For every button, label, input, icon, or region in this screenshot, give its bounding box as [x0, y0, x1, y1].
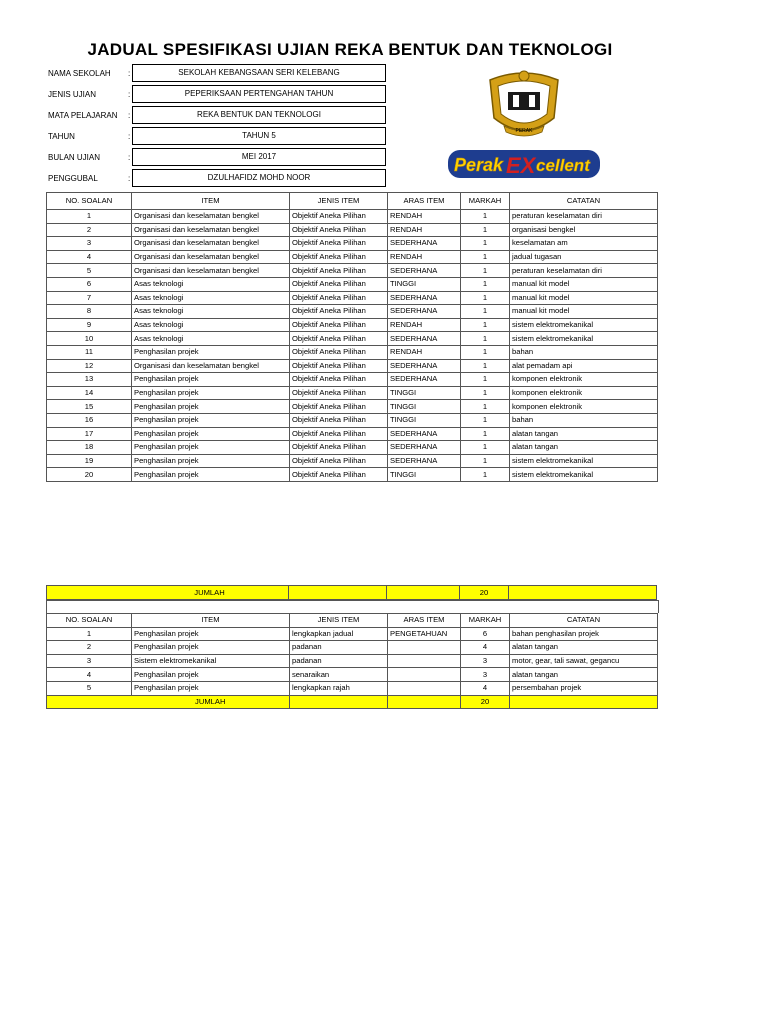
cell-catatan: manual kit model: [510, 277, 658, 291]
table-row: [47, 441, 658, 455]
table-row: [47, 373, 658, 387]
cell-item: Organisasi dan keselamatan bengkel: [132, 359, 290, 373]
perak-excellent-logo: [446, 146, 602, 182]
cell-catatan: alat pemadam api: [510, 359, 658, 373]
header-catatan: CATATAN: [510, 193, 658, 210]
cell-jenis-item: Objektif Aneka Pilihan: [290, 441, 388, 455]
cell-markah: 1: [461, 277, 510, 291]
table-row: [47, 400, 658, 414]
header-jenis-item: JENIS ITEM: [290, 193, 388, 210]
cell-markah: 1: [461, 427, 510, 441]
cell-aras-item: RENDAH: [388, 345, 461, 359]
info-colon: :: [128, 174, 131, 183]
table-row: [47, 318, 658, 332]
cell-no-soalan: 14: [47, 386, 132, 400]
table-row: [47, 250, 658, 264]
jumlah-label: JUMLAH: [132, 695, 290, 709]
cell-catatan: manual kit model: [510, 291, 658, 305]
cell-item: Organisasi dan keselamatan bengkel: [132, 264, 290, 278]
cell-catatan: bahan: [510, 413, 658, 427]
cell-catatan: sistem elektromekanikal: [510, 468, 658, 482]
cell-aras-item: TINGGI: [388, 277, 461, 291]
cell-aras-item: SEDERHANA: [388, 441, 461, 455]
cell-catatan: persembahan projek: [510, 681, 658, 695]
info-label: TAHUN: [48, 132, 75, 141]
cell-jenis-item: Objektif Aneka Pilihan: [290, 210, 388, 224]
cell-no-soalan: 4: [47, 668, 132, 682]
summary-row-structured: [47, 695, 658, 709]
cell-jenis-item: Objektif Aneka Pilihan: [290, 264, 388, 278]
cell-markah: 1: [461, 454, 510, 468]
cell-markah: 1: [461, 291, 510, 305]
cell-aras-item: SEDERHANA: [388, 373, 461, 387]
cell-catatan: manual kit model: [510, 305, 658, 319]
cell-no-soalan: 16: [47, 413, 132, 427]
cell-item: Penghasilan projek: [132, 681, 290, 695]
cell-catatan: alatan tangan: [510, 441, 658, 455]
cell-jenis-item: Objektif Aneka Pilihan: [290, 373, 388, 387]
cell-item: Organisasi dan keselamatan bengkel: [132, 210, 290, 224]
cell-jenis-item: Objektif Aneka Pilihan: [290, 237, 388, 251]
info-label: MATA PELAJARAN: [48, 111, 118, 120]
info-value: MEI 2017: [132, 148, 386, 166]
cell-catatan: alatan tangan: [510, 427, 658, 441]
cell-aras-item: [388, 654, 461, 668]
info-label: JENIS UJIAN: [48, 90, 97, 99]
info-colon: :: [128, 69, 131, 78]
cell-no-soalan: 10: [47, 332, 132, 346]
cell-catatan: bahan: [510, 345, 658, 359]
table-row: [47, 681, 658, 695]
cell-jenis-item: Objektif Aneka Pilihan: [290, 413, 388, 427]
crest-text: PERAK: [515, 128, 533, 134]
cell-jenis-item: Objektif Aneka Pilihan: [290, 427, 388, 441]
cell-jenis-item: Objektif Aneka Pilihan: [290, 318, 388, 332]
cell-aras-item: RENDAH: [388, 223, 461, 237]
info-value: REKA BENTUK DAN TEKNOLOGI: [132, 106, 386, 124]
cell-no-soalan: 1: [47, 210, 132, 224]
cell-item: Penghasilan projek: [132, 400, 290, 414]
cell-aras-item: SEDERHANA: [388, 454, 461, 468]
cell-markah: 1: [461, 250, 510, 264]
table-row: [47, 345, 658, 359]
table-row: [47, 654, 658, 668]
cell-markah: 1: [461, 345, 510, 359]
cell-markah: 1: [461, 264, 510, 278]
cell-markah: 1: [461, 400, 510, 414]
cell-no-soalan: 20: [47, 468, 132, 482]
cell-markah: 3: [461, 654, 510, 668]
cell-markah: 1: [461, 332, 510, 346]
header-catatan: CATATAN: [510, 614, 658, 628]
info-label: BULAN UJIAN: [48, 153, 101, 162]
cell-no-soalan: 17: [47, 427, 132, 441]
brand-text-perak: Perak: [454, 155, 504, 175]
cell-jenis-item: Objektif Aneka Pilihan: [290, 291, 388, 305]
cell-item: Penghasilan projek: [132, 345, 290, 359]
table-row: [47, 332, 658, 346]
header-aras-item: ARAS ITEM: [388, 193, 461, 210]
cell-item: Asas teknologi: [132, 332, 290, 346]
cell-jenis-item: Objektif Aneka Pilihan: [290, 386, 388, 400]
cell-item: Penghasilan projek: [132, 668, 290, 682]
section-divider: [46, 600, 659, 613]
cell-item: Sistem elektromekanikal: [132, 654, 290, 668]
cell-markah: 1: [461, 305, 510, 319]
cell-catatan: sistem elektromekanikal: [510, 332, 658, 346]
cell-item: Penghasilan projek: [132, 627, 290, 641]
cell-markah: 1: [461, 237, 510, 251]
cell-aras-item: [388, 681, 461, 695]
info-label: PENGGUBAL: [48, 174, 98, 183]
cell-catatan: jadual tugasan: [510, 250, 658, 264]
cell-markah: 1: [461, 468, 510, 482]
header-markah: MARKAH: [461, 193, 510, 210]
cell-catatan: komponen elektronik: [510, 400, 658, 414]
cell-aras-item: TINGGI: [388, 413, 461, 427]
cell-no-soalan: 3: [47, 237, 132, 251]
cell-item: Organisasi dan keselamatan bengkel: [132, 237, 290, 251]
cell-catatan: peraturan keselamatan diri: [510, 210, 658, 224]
cell-no-soalan: 3: [47, 654, 132, 668]
cell-no-soalan: 12: [47, 359, 132, 373]
cell-no-soalan: 7: [47, 291, 132, 305]
cell-aras-item: RENDAH: [388, 210, 461, 224]
cell-item: Penghasilan projek: [132, 386, 290, 400]
specification-table-structured: [46, 613, 658, 709]
cell-aras-item: [388, 668, 461, 682]
cell-item: Organisasi dan keselamatan bengkel: [132, 250, 290, 264]
info-value: PEPERIKSAAN PERTENGAHAN TAHUN: [132, 85, 386, 103]
table-row: [47, 641, 658, 655]
cell-jenis-item: Objektif Aneka Pilihan: [290, 345, 388, 359]
cell-jenis-item: Objektif Aneka Pilihan: [290, 332, 388, 346]
cell-aras-item: PENGETAHUAN: [388, 627, 461, 641]
cell-catatan: komponen elektronik: [510, 373, 658, 387]
table-row: [47, 264, 658, 278]
table-header-row: [47, 193, 658, 210]
cell-jenis-item: padanan: [290, 654, 388, 668]
cell-aras-item: RENDAH: [388, 318, 461, 332]
cell-jenis-item: lengkapkan jadual: [290, 627, 388, 641]
cell-no-soalan: 6: [47, 277, 132, 291]
table-row: [47, 427, 658, 441]
cell-aras-item: SEDERHANA: [388, 332, 461, 346]
cell-jenis-item: padanan: [290, 641, 388, 655]
cell-markah: 3: [461, 668, 510, 682]
cell-catatan: bahan penghasilan projek: [510, 627, 658, 641]
cell-aras-item: SEDERHANA: [388, 237, 461, 251]
cell-jenis-item: Objektif Aneka Pilihan: [290, 468, 388, 482]
cell-markah: 4: [461, 681, 510, 695]
cell-item: Penghasilan projek: [132, 373, 290, 387]
jumlah-total: 20: [461, 695, 510, 709]
cell-catatan: motor, gear, tali sawat, gegancu: [510, 654, 658, 668]
cell-item: Penghasilan projek: [132, 441, 290, 455]
cell-aras-item: TINGGI: [388, 468, 461, 482]
info-value: SEKOLAH KEBANGSAAN SERI KELEBANG: [132, 64, 386, 82]
cell-catatan: alatan tangan: [510, 668, 658, 682]
cell-no-soalan: 5: [47, 264, 132, 278]
cell-jenis-item: Objektif Aneka Pilihan: [290, 223, 388, 237]
cell-markah: 1: [461, 413, 510, 427]
cell-markah: 1: [461, 373, 510, 387]
table-row: [47, 291, 658, 305]
header-no-soalan: NO. SOALAN: [47, 614, 132, 628]
table-row: [47, 210, 658, 224]
cell-catatan: sistem elektromekanikal: [510, 318, 658, 332]
info-label: NAMA SEKOLAH: [48, 69, 111, 78]
cell-jenis-item: Objektif Aneka Pilihan: [290, 305, 388, 319]
cell-aras-item: TINGGI: [388, 386, 461, 400]
cell-catatan: keselamatan am: [510, 237, 658, 251]
cell-markah: 4: [461, 641, 510, 655]
cell-item: Asas teknologi: [132, 318, 290, 332]
cell-catatan: sistem elektromekanikal: [510, 454, 658, 468]
cell-no-soalan: 5: [47, 681, 132, 695]
header-markah: MARKAH: [461, 614, 510, 628]
cell-no-soalan: 11: [47, 345, 132, 359]
cell-item: Organisasi dan keselamatan bengkel: [132, 223, 290, 237]
cell-catatan: komponen elektronik: [510, 386, 658, 400]
cell-aras-item: SEDERHANA: [388, 291, 461, 305]
cell-no-soalan: 18: [47, 441, 132, 455]
info-value: DZULHAFIDZ MOHD NOOR: [132, 169, 386, 187]
info-colon: :: [128, 153, 131, 162]
cell-no-soalan: 9: [47, 318, 132, 332]
table-row: [47, 668, 658, 682]
cell-item: Asas teknologi: [132, 291, 290, 305]
cell-item: Penghasilan projek: [132, 454, 290, 468]
cell-aras-item: SEDERHANA: [388, 359, 461, 373]
cell-markah: 1: [461, 386, 510, 400]
cell-no-soalan: 1: [47, 627, 132, 641]
cell-catatan: peraturan keselamatan diri: [510, 264, 658, 278]
cell-no-soalan: 4: [47, 250, 132, 264]
cell-catatan: organisasi bengkel: [510, 223, 658, 237]
cell-no-soalan: 2: [47, 641, 132, 655]
cell-catatan: alatan tangan: [510, 641, 658, 655]
cell-jenis-item: lengkapkan rajah: [290, 681, 388, 695]
info-value: TAHUN 5: [132, 127, 386, 145]
header-jenis-item: JENIS ITEM: [290, 614, 388, 628]
brand-text-ex: EX: [506, 153, 536, 178]
cell-aras-item: SEDERHANA: [388, 427, 461, 441]
header-no-soalan: NO. SOALAN: [47, 193, 132, 210]
cell-markah: 1: [461, 318, 510, 332]
cell-no-soalan: 13: [47, 373, 132, 387]
cell-aras-item: TINGGI: [388, 400, 461, 414]
cell-aras-item: RENDAH: [388, 250, 461, 264]
cell-jenis-item: Objektif Aneka Pilihan: [290, 277, 388, 291]
header-item: ITEM: [132, 193, 290, 210]
cell-markah: 1: [461, 210, 510, 224]
info-colon: :: [128, 111, 131, 120]
cell-markah: 1: [461, 223, 510, 237]
document-title: JADUAL SPESIFIKASI UJIAN REKA BENTUK DAN TEKNOLOGI: [87, 40, 613, 59]
cell-no-soalan: 19: [47, 454, 132, 468]
cell-aras-item: SEDERHANA: [388, 264, 461, 278]
cell-jenis-item: Objektif Aneka Pilihan: [290, 250, 388, 264]
jumlah-label: JUMLAH: [131, 586, 289, 600]
cell-no-soalan: 2: [47, 223, 132, 237]
table-row: [47, 305, 658, 319]
summary-row-objective: [46, 585, 657, 600]
cell-jenis-item: senaraikan: [290, 668, 388, 682]
table-row: [47, 237, 658, 251]
cell-jenis-item: Objektif Aneka Pilihan: [290, 454, 388, 468]
info-colon: :: [128, 132, 131, 141]
brand-text-cellent: cellent: [536, 156, 590, 175]
cell-no-soalan: 8: [47, 305, 132, 319]
table-row: [47, 413, 658, 427]
perak-crest-logo: [480, 70, 568, 142]
cell-item: Penghasilan projek: [132, 413, 290, 427]
cell-item: Penghasilan projek: [132, 468, 290, 482]
info-colon: :: [128, 90, 131, 99]
cell-aras-item: [388, 641, 461, 655]
table-row: [47, 386, 658, 400]
header-aras-item: ARAS ITEM: [388, 614, 461, 628]
cell-item: Asas teknologi: [132, 277, 290, 291]
cell-item: Penghasilan projek: [132, 427, 290, 441]
cell-markah: 6: [461, 627, 510, 641]
cell-markah: 1: [461, 359, 510, 373]
cell-no-soalan: 15: [47, 400, 132, 414]
cell-jenis-item: Objektif Aneka Pilihan: [290, 359, 388, 373]
specification-table-objective: [46, 192, 658, 482]
table-row: [47, 359, 658, 373]
table-row: [47, 454, 658, 468]
cell-item: Asas teknologi: [132, 305, 290, 319]
table-header-row: [47, 614, 658, 628]
table-row: [47, 627, 658, 641]
table-row: [47, 468, 658, 482]
cell-aras-item: SEDERHANA: [388, 305, 461, 319]
jumlah-total: 20: [460, 586, 509, 600]
cell-jenis-item: Objektif Aneka Pilihan: [290, 400, 388, 414]
header-item: ITEM: [132, 614, 290, 628]
cell-markah: 1: [461, 441, 510, 455]
table-row: [47, 277, 658, 291]
table-row: [47, 223, 658, 237]
cell-item: Penghasilan projek: [132, 641, 290, 655]
